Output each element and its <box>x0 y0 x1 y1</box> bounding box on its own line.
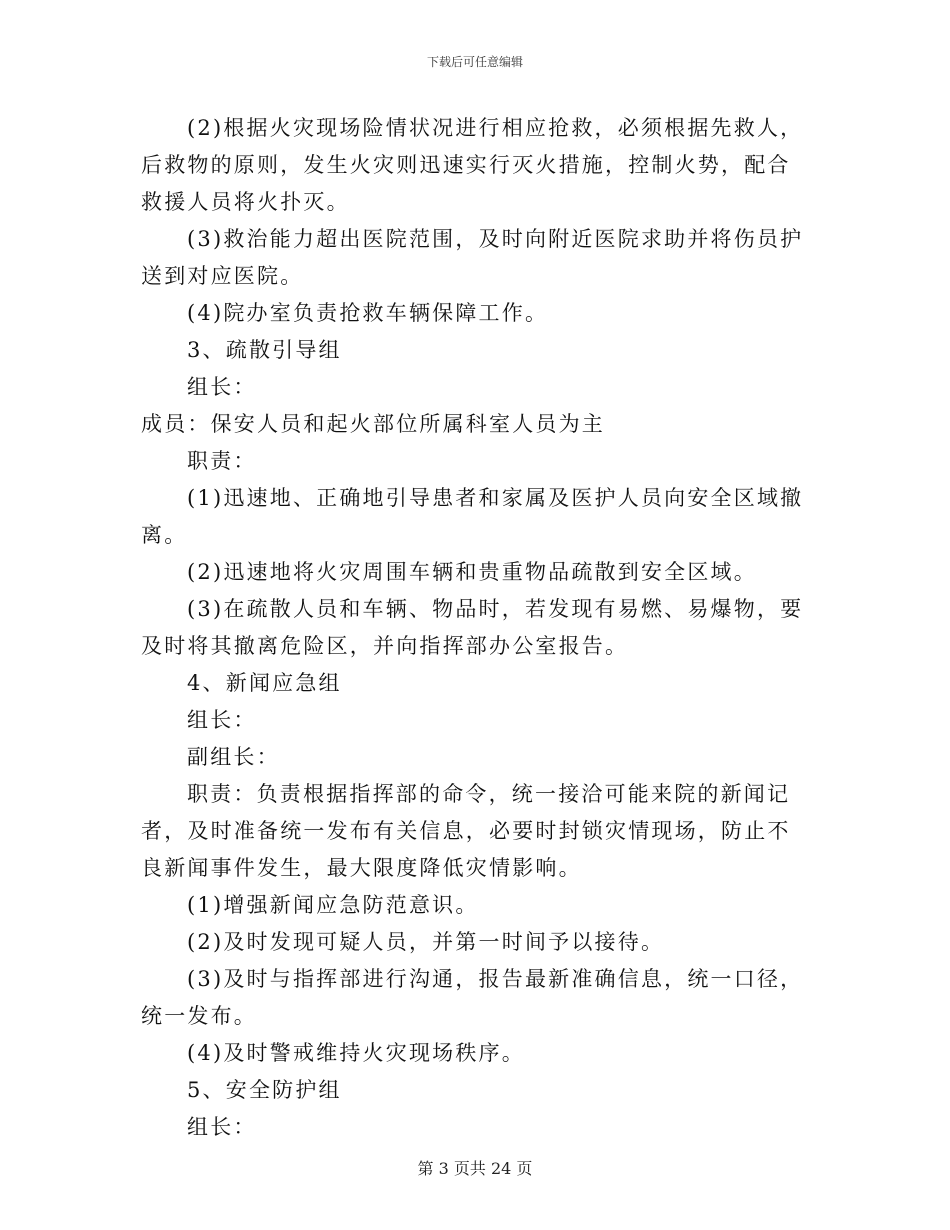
paragraph-6: 成员：保安人员和起火部位所属科室人员为主 <box>141 412 605 436</box>
page-header: 下载后可任意编辑 <box>426 55 523 69</box>
section-heading-safety: 5、安全防护组 <box>187 1078 342 1102</box>
paragraph-18: (4)及时警戒维持火灾现场秩序。 <box>187 1041 525 1065</box>
paragraph-12: 组长： <box>187 708 257 732</box>
paragraph-10: (3)在疏散人员和车辆、物品时，若发现有易燃、易爆物，要及时将其撤离危险区，并向指挥部办公室报告。 <box>141 597 804 658</box>
paragraph-9: (2)迅速地将火灾周围车辆和贵重物品疏散到安全区域。 <box>187 560 757 584</box>
paragraph-8: (1)迅速地、正确地引导患者和家属及医护人员向安全区域撤离。 <box>141 486 804 547</box>
paragraph-16: (2)及时发现可疑人员，并第一时间予以接待。 <box>187 930 665 954</box>
page-number: 第 3 页共 24 页 <box>417 1159 533 1178</box>
paragraph-17: (3)及时与指挥部进行沟通，报告最新准确信息，统一口径，统一发布。 <box>141 967 804 1028</box>
document-body <box>141 110 811 1146</box>
paragraph-2: (3)救治能力超出医院范围，及时向附近医院求助并将伤员护送到对应医院。 <box>141 227 804 288</box>
paragraph-3: (4)院办室负责抢救车辆保障工作。 <box>187 301 549 325</box>
paragraph-7: 职责： <box>187 449 257 473</box>
paragraph-15: (1)增强新闻应急防范意识。 <box>187 893 479 917</box>
section-heading-evacuation: 3、疏散引导组 <box>187 338 342 362</box>
paragraph-14: 职责：负责根据指挥部的命令，统一接洽可能来院的新闻记者，及时准备统一发布有关信息，必要时封锁灾情现场，防止不良新闻事件发生，最大限度降低灾情影响。 <box>141 782 791 880</box>
paragraph-1: (2)根据火灾现场险情状况进行相应抢救，必须根据先救人，后救物的原则，发生火灾则迅速实行灭火措施，控制火势，配合救援人员将火扑灭。 <box>141 116 804 214</box>
section-heading-news: 4、新闻应急组 <box>187 671 342 695</box>
paragraph-20: 组长： <box>187 1115 257 1139</box>
paragraph-13: 副组长： <box>187 745 280 769</box>
paragraph-5: 组长： <box>187 375 257 399</box>
